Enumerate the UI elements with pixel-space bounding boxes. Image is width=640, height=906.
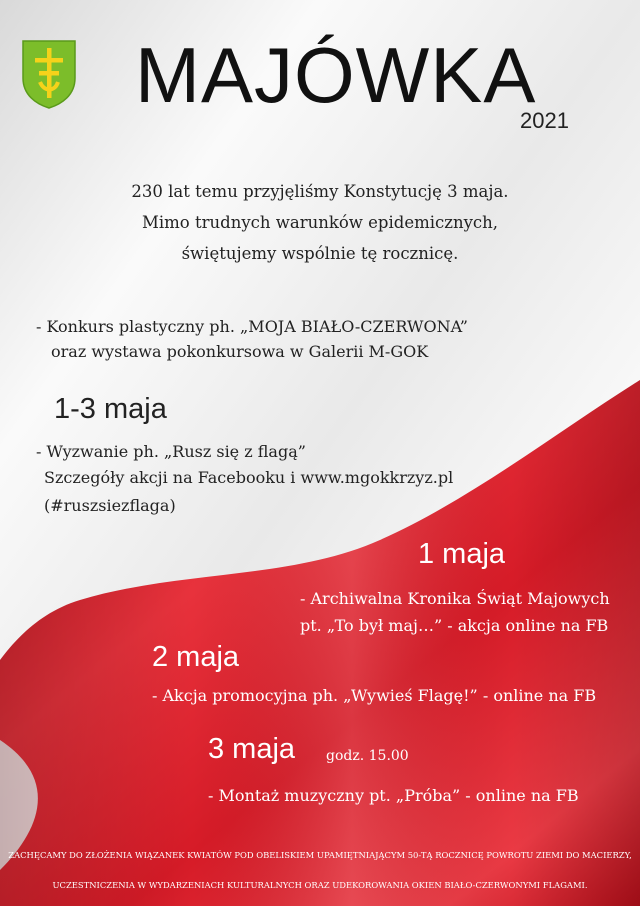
footer-line: UCZESTNICZENIA W WYDARZENIACH KULTURALNYCH ORAZ UDEKOROWANIA OKIEN BIAŁO-CZERWONYMI FLAGAMI. [52, 880, 588, 890]
contest-line: oraz wystawa pokonkursowa w Galerii M-GOK [51, 342, 429, 361]
event-line: (#ruszsiezflaga) [44, 496, 176, 515]
event-line: pt. „To był maj…” - akcja online na FB [300, 616, 609, 635]
footer-note [0, 840, 640, 900]
event-date-may1: 1 maja [418, 538, 506, 570]
intro-line: 230 lat temu przyjęliśmy Konstytucję 3 maja. [131, 182, 509, 201]
event-date-may3: 3 maja [208, 733, 296, 765]
intro-line: świętujemy wspólnie tę rocznicę. [181, 244, 459, 263]
event-line: - Akcja promocyjna ph. „Wywieś Flagę!” - online na FB [152, 686, 597, 705]
event-line: - Archiwalna Kronika Świąt Majowych [300, 589, 610, 608]
event-time: godz. 15.00 [326, 748, 409, 764]
year-label: 2021 [520, 108, 569, 133]
event-line: Szczegóły akcji na Facebooku i www.mgokkrzyz.pl [44, 468, 454, 487]
page-title: MAJÓWKA [135, 31, 537, 119]
intro-text [0, 176, 640, 269]
event-line: - Wyzwanie ph. „Rusz się z flagą” [36, 442, 306, 461]
event-date-range: 1-3 maja [54, 393, 167, 425]
contest-line: - Konkurs plastyczny ph. „MOJA BIAŁO-CZERWONA” [36, 317, 468, 336]
intro-line: Mimo trudnych warunków epidemicznych, [141, 213, 498, 232]
footer-line: ZACHĘCAMY DO ZŁOŻENIA WIĄZANEK KWIATÓW POD OBELISKIEM UPAMIĘTNIAJĄCYM 50-TĄ ROCZNICĘ POWROTU ZIEMI DO MACIERZY, [8, 850, 632, 860]
event-date-may2: 2 maja [152, 641, 240, 673]
event-line: - Montaż muzyczny pt. „Próba” - online na FB [208, 786, 579, 805]
